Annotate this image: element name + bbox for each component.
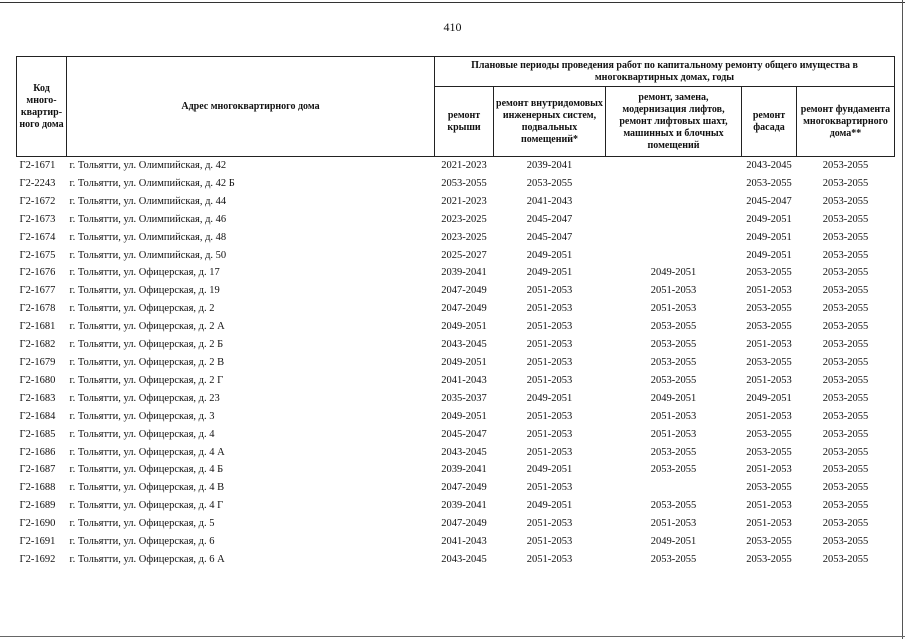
table-row bbox=[17, 157, 895, 175]
table-row bbox=[17, 515, 895, 533]
row-facade-cell: 2053-2055 bbox=[746, 536, 792, 548]
row-facade-cell: 2051-2053 bbox=[746, 339, 792, 351]
row-code-cell: Г2-1686 bbox=[19, 446, 56, 458]
row-systems-cell: 2053-2055 bbox=[526, 177, 573, 189]
row-roof-cell: 2039-2041 bbox=[441, 267, 487, 279]
row-roof-cell: 2039-2041 bbox=[441, 500, 487, 512]
table-row bbox=[17, 461, 895, 479]
table-row bbox=[17, 533, 895, 551]
row-systems-cell: 2051-2053 bbox=[526, 518, 573, 530]
row-lifts-cell: 2051-2053 bbox=[650, 518, 697, 530]
row-address-cell: г. Тольятти, ул. Офицерская, д. 2 В bbox=[69, 356, 225, 368]
row-foundation-cell: 2053-2055 bbox=[822, 339, 869, 351]
row-code-cell: Г2-1689 bbox=[19, 500, 56, 512]
row-code-cell: Г2-2243 bbox=[19, 177, 56, 189]
row-roof-cell: 2047-2049 bbox=[441, 518, 487, 530]
row-address-cell: г. Тольятти, ул. Офицерская, д. 4 Г bbox=[69, 500, 224, 512]
page-number: 410 bbox=[443, 20, 462, 34]
row-roof-cell: 2043-2045 bbox=[441, 553, 487, 565]
row-lifts-cell: 2053-2055 bbox=[650, 356, 697, 368]
row-lifts-cell: 2053-2055 bbox=[650, 374, 697, 386]
row-code-cell: Г2-1690 bbox=[19, 518, 56, 530]
row-lifts-cell bbox=[606, 175, 742, 193]
table-row bbox=[17, 229, 895, 247]
row-facade-cell: 2053-2055 bbox=[746, 356, 792, 368]
row-facade-cell: 2053-2055 bbox=[746, 267, 792, 279]
row-code-cell: Г2-1687 bbox=[19, 464, 56, 476]
table-row bbox=[17, 193, 895, 211]
row-roof-cell: 2041-2043 bbox=[441, 536, 487, 548]
row-foundation-cell: 2053-2055 bbox=[822, 177, 869, 189]
row-foundation-cell: 2053-2055 bbox=[822, 410, 869, 422]
row-systems-cell: 2051-2053 bbox=[526, 446, 573, 458]
table-row bbox=[17, 497, 895, 515]
table-row bbox=[17, 318, 895, 336]
row-foundation-cell: 2053-2055 bbox=[822, 249, 869, 261]
row-roof-cell: 2047-2049 bbox=[441, 285, 487, 297]
row-address-cell: г. Тольятти, ул. Офицерская, д. 2 bbox=[69, 303, 215, 315]
table-row bbox=[17, 426, 895, 444]
row-facade-cell: 2053-2055 bbox=[746, 428, 792, 440]
row-foundation-cell: 2053-2055 bbox=[822, 321, 869, 333]
row-roof-cell: 2025-2027 bbox=[441, 249, 487, 261]
row-address-cell: г. Тольятти, ул. Олимпийская, д. 46 bbox=[69, 213, 227, 225]
capital-repair-table bbox=[16, 56, 895, 569]
row-address-cell: г. Тольятти, ул. Офицерская, д. 3 bbox=[69, 410, 215, 422]
row-lifts-cell: 2053-2055 bbox=[650, 321, 697, 333]
row-facade-cell: 2051-2053 bbox=[746, 518, 792, 530]
row-systems-cell: 2051-2053 bbox=[526, 553, 573, 565]
header-roof: ремонт крыши bbox=[435, 87, 494, 157]
row-facade-cell: 2051-2053 bbox=[746, 500, 792, 512]
row-facade-cell: 2051-2053 bbox=[746, 285, 792, 297]
row-address-cell: г. Тольятти, ул. Офицерская, д. 6 bbox=[69, 536, 215, 548]
row-facade-cell: 2051-2053 bbox=[746, 464, 792, 476]
table-row bbox=[17, 175, 895, 193]
row-roof-cell: 2047-2049 bbox=[441, 482, 487, 494]
row-code-cell: Г2-1688 bbox=[19, 482, 56, 494]
row-facade-cell: 2053-2055 bbox=[746, 553, 792, 565]
row-lifts-cell bbox=[606, 193, 742, 211]
table-row bbox=[17, 247, 895, 265]
row-lifts-cell bbox=[606, 211, 742, 229]
row-address-cell: г. Тольятти, ул. Офицерская, д. 19 bbox=[69, 285, 220, 297]
row-roof-cell: 2035-2037 bbox=[441, 392, 487, 404]
row-foundation-cell: 2053-2055 bbox=[822, 267, 869, 279]
row-roof-cell: 2021-2023 bbox=[435, 157, 494, 175]
row-foundation-cell: 2053-2055 bbox=[822, 428, 869, 440]
right-edge-line bbox=[902, 0, 903, 639]
table-row bbox=[17, 282, 895, 300]
row-facade-cell: 2049-2051 bbox=[746, 213, 792, 225]
row-code-cell: Г2-1675 bbox=[19, 249, 56, 261]
row-roof-cell: 2021-2023 bbox=[441, 195, 487, 207]
row-systems-cell: 2049-2051 bbox=[526, 392, 573, 404]
row-lifts-cell: 2053-2055 bbox=[650, 446, 697, 458]
row-code-cell: Г2-1673 bbox=[19, 213, 56, 225]
row-systems-cell: 2045-2047 bbox=[526, 231, 573, 243]
row-address-cell: г. Тольятти, ул. Офицерская, д. 5 bbox=[69, 518, 215, 530]
table-row bbox=[17, 444, 895, 462]
row-foundation-cell: 2053-2055 bbox=[822, 285, 869, 297]
table-row bbox=[17, 300, 895, 318]
row-systems-cell: 2051-2053 bbox=[526, 410, 573, 422]
row-foundation-cell: 2053-2055 bbox=[822, 518, 869, 530]
bottom-edge-line bbox=[0, 636, 905, 637]
row-facade-cell: 2053-2055 bbox=[746, 177, 792, 189]
row-roof-cell: 2041-2043 bbox=[441, 374, 487, 386]
row-code-cell: Г2-1676 bbox=[19, 267, 56, 279]
row-lifts-cell bbox=[606, 479, 742, 497]
row-facade-cell: 2049-2051 bbox=[746, 249, 792, 261]
row-lifts-cell: 2053-2055 bbox=[650, 500, 697, 512]
row-address-cell: г. Тольятти, ул. Офицерская, д. 23 bbox=[69, 392, 220, 404]
row-address-cell: г. Тольятти, ул. Офицерская, д. 2 Г bbox=[69, 374, 224, 386]
header-facade: ремонт фасада bbox=[742, 87, 797, 157]
row-foundation-cell: 2053-2055 bbox=[822, 213, 869, 225]
row-code-cell: Г2-1685 bbox=[19, 428, 56, 440]
row-lifts-cell: 2049-2051 bbox=[650, 392, 697, 404]
header-foundation: ремонт фундамента многоквартирного дома** bbox=[797, 87, 895, 157]
row-code-cell: Г2-1682 bbox=[19, 339, 56, 351]
row-roof-cell: 2049-2051 bbox=[441, 356, 487, 368]
row-address-cell: г. Тольятти, ул. Офицерская, д. 4 Б bbox=[69, 464, 224, 476]
row-foundation-cell: 2053-2055 bbox=[822, 231, 869, 243]
row-address-cell: г. Тольятти, ул. Олимпийская, д. 50 bbox=[69, 249, 227, 261]
row-roof-cell: 2023-2025 bbox=[441, 231, 487, 243]
row-facade-cell: 2053-2055 bbox=[746, 321, 792, 333]
row-code-cell: Г2-1691 bbox=[19, 536, 56, 548]
top-border-line bbox=[0, 2, 905, 3]
row-address-cell: г. Тольятти, ул. Офицерская, д. 4 В bbox=[69, 482, 225, 494]
row-roof-cell: 2039-2041 bbox=[441, 464, 487, 476]
row-facade-cell: 2049-2051 bbox=[746, 231, 792, 243]
row-foundation-cell: 2053-2055 bbox=[822, 464, 869, 476]
row-address-cell: г. Тольятти, ул. Офицерская, д. 17 bbox=[69, 267, 220, 279]
row-code-cell: Г2-1681 bbox=[19, 321, 56, 333]
row-systems-cell: 2049-2051 bbox=[526, 464, 573, 476]
row-systems-cell: 2051-2053 bbox=[526, 536, 573, 548]
header-address: Адрес многоквартирного дома bbox=[67, 57, 435, 157]
row-code-cell: Г2-1683 bbox=[19, 392, 56, 404]
table-row bbox=[17, 479, 895, 497]
header-systems: ремонт внутридомовых инженерных систем, подвальных помещений* bbox=[494, 87, 606, 157]
row-code-cell: Г2-1678 bbox=[19, 303, 56, 315]
row-roof-cell: 2049-2051 bbox=[441, 321, 487, 333]
row-lifts-cell: 2051-2053 bbox=[650, 428, 697, 440]
row-lifts-cell: 2051-2053 bbox=[650, 410, 697, 422]
row-systems-cell: 2051-2053 bbox=[526, 428, 573, 440]
header-group-periods: Плановые периоды проведения работ по капитальному ремонту общего имущества в многоквартирных домах, годы bbox=[435, 57, 895, 87]
row-lifts-cell: 2049-2051 bbox=[650, 267, 697, 279]
row-lifts-cell: 2053-2055 bbox=[650, 464, 697, 476]
table-body bbox=[17, 157, 895, 569]
row-foundation-cell: 2053-2055 bbox=[822, 553, 869, 565]
row-facade-cell: 2051-2053 bbox=[746, 410, 792, 422]
row-roof-cell: 2023-2025 bbox=[441, 213, 487, 225]
row-address-cell: г. Тольятти, ул. Олимпийская, д. 42 Б bbox=[69, 177, 235, 189]
row-systems-cell: 2051-2053 bbox=[526, 321, 573, 333]
row-foundation-cell: 2053-2055 bbox=[822, 500, 869, 512]
table-row bbox=[17, 211, 895, 229]
row-foundation-cell: 2053-2055 bbox=[822, 356, 869, 368]
row-facade-cell: 2045-2047 bbox=[746, 195, 792, 207]
row-code-cell: Г2-1671 bbox=[17, 157, 67, 175]
table-row bbox=[17, 408, 895, 426]
row-lifts-cell: 2049-2051 bbox=[650, 536, 697, 548]
row-systems-cell: 2049-2051 bbox=[526, 267, 573, 279]
row-systems-cell: 2051-2053 bbox=[526, 482, 573, 494]
row-lifts-cell: 2053-2055 bbox=[650, 339, 697, 351]
row-code-cell: Г2-1674 bbox=[19, 231, 56, 243]
row-code-cell: Г2-1679 bbox=[19, 356, 56, 368]
row-systems-cell: 2049-2051 bbox=[526, 500, 573, 512]
row-roof-cell: 2043-2045 bbox=[441, 339, 487, 351]
table-row bbox=[17, 336, 895, 354]
row-systems-cell: 2051-2053 bbox=[526, 339, 573, 351]
table-row bbox=[17, 354, 895, 372]
row-address-cell: г. Тольятти, ул. Офицерская, д. 4 А bbox=[69, 446, 225, 458]
row-systems-cell: 2049-2051 bbox=[526, 249, 573, 261]
row-code-cell: Г2-1680 bbox=[19, 374, 56, 386]
row-lifts-cell: 2051-2053 bbox=[650, 285, 697, 297]
row-systems-cell: 2051-2053 bbox=[526, 285, 573, 297]
row-lifts-cell bbox=[606, 247, 742, 265]
row-foundation-cell: 2053-2055 bbox=[822, 482, 869, 494]
row-foundation-cell: 2053-2055 bbox=[822, 303, 869, 315]
row-address-cell: г. Тольятти, ул. Олимпийская, д. 42 bbox=[67, 157, 435, 175]
row-facade-cell: 2053-2055 bbox=[746, 303, 792, 315]
row-facade-cell: 2053-2055 bbox=[746, 446, 792, 458]
header-code: Код много-квартир-ного дома bbox=[17, 57, 67, 157]
row-foundation-cell: 2053-2055 bbox=[822, 536, 869, 548]
row-address-cell: г. Тольятти, ул. Офицерская, д. 6 А bbox=[69, 553, 225, 565]
row-roof-cell: 2053-2055 bbox=[441, 177, 487, 189]
row-facade-cell: 2049-2051 bbox=[746, 392, 792, 404]
row-foundation-cell: 2053-2055 bbox=[822, 446, 869, 458]
row-address-cell: г. Тольятти, ул. Олимпийская, д. 48 bbox=[69, 231, 227, 243]
row-code-cell: Г2-1684 bbox=[19, 410, 56, 422]
row-systems-cell: 2051-2053 bbox=[526, 356, 573, 368]
row-code-cell: Г2-1692 bbox=[19, 553, 56, 565]
row-roof-cell: 2045-2047 bbox=[441, 428, 487, 440]
row-lifts-cell: 2053-2055 bbox=[650, 553, 697, 565]
row-address-cell: г. Тольятти, ул. Олимпийская, д. 44 bbox=[69, 195, 227, 207]
table-row bbox=[17, 264, 895, 282]
row-foundation-cell: 2053-2055 bbox=[822, 195, 869, 207]
row-code-cell: Г2-1672 bbox=[19, 195, 56, 207]
row-lifts-cell bbox=[606, 229, 742, 247]
table-row bbox=[17, 551, 895, 569]
row-systems-cell: 2045-2047 bbox=[526, 213, 573, 225]
row-foundation-cell: 2053-2055 bbox=[822, 374, 869, 386]
table-row bbox=[17, 372, 895, 390]
row-lifts-cell bbox=[606, 157, 742, 175]
row-systems-cell: 2041-2043 bbox=[526, 195, 573, 207]
row-facade-cell: 2043-2045 bbox=[742, 157, 797, 175]
table-row bbox=[17, 390, 895, 408]
row-foundation-cell: 2053-2055 bbox=[822, 392, 869, 404]
row-roof-cell: 2049-2051 bbox=[441, 410, 487, 422]
row-address-cell: г. Тольятти, ул. Офицерская, д. 2 Б bbox=[69, 339, 224, 351]
row-facade-cell: 2053-2055 bbox=[746, 482, 792, 494]
row-roof-cell: 2043-2045 bbox=[441, 446, 487, 458]
row-roof-cell: 2047-2049 bbox=[441, 303, 487, 315]
row-facade-cell: 2051-2053 bbox=[746, 374, 792, 386]
row-code-cell: Г2-1677 bbox=[19, 285, 56, 297]
row-foundation-cell: 2053-2055 bbox=[797, 157, 895, 175]
row-address-cell: г. Тольятти, ул. Офицерская, д. 4 bbox=[69, 428, 215, 440]
row-systems-cell: 2051-2053 bbox=[526, 374, 573, 386]
row-lifts-cell: 2051-2053 bbox=[650, 303, 697, 315]
row-systems-cell: 2051-2053 bbox=[526, 303, 573, 315]
row-address-cell: г. Тольятти, ул. Офицерская, д. 2 А bbox=[69, 321, 225, 333]
header-lifts: ремонт, замена, модернизация лифтов, ремонт лифтовых шахт, машинных и блочных помещений bbox=[606, 87, 742, 157]
row-systems-cell: 2039-2041 bbox=[494, 157, 606, 175]
